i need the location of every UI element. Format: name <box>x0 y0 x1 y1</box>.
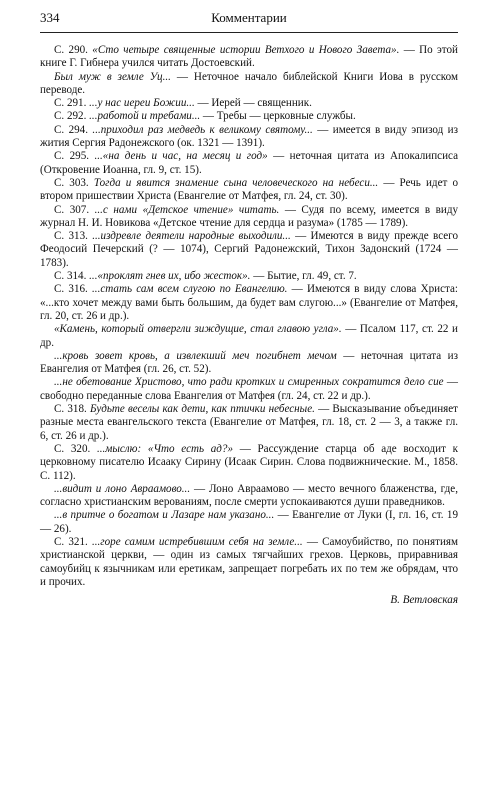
commentary-paragraph: С. 318. Будьте веселы как дети, как птички небесные. — Высказывание объединяет разные места евангельского текста (Евангелие от Матфея, гл. 18, ст. 2 — 3, а также гл. 6, ст. 26 и др.). <box>40 403 459 442</box>
commentary-text <box>40 44 458 607</box>
author-signature: В. Ветловская <box>390 594 458 607</box>
commentary-paragraph: ...в притче о богатом и Лазаре нам указано... — Евангелие от Луки (I, гл. 16, ст. 19 — 26). <box>40 509 458 535</box>
commentary-paragraph: ...не обетование Христово, что ради кротких и смиренных сократится дело сие — свободно переданные слова Евангелия от Матфея (гл. 24, ст. 22 и др.). <box>40 376 458 402</box>
commentary-paragraph: С. 320. ...мыслю: «Что есть ад?» — Рассуждение старца об аде восходит к церковному писателю Исааку Сирину (Исаак Сирин. Слова подвижнические. М., 1858. С. 112). <box>40 442 458 482</box>
commentary-paragraph: С. 307. ...с нами «Детское чтение» читать. — Судя по всему, имеется в виду журнал Н. И. Новикова «Детское чтение для сердца и разума» (1785 — 1789). <box>40 203 459 229</box>
commentary-paragraph: С. 314. ...«проклят гнев их, ибо жесток». — Бытие, гл. 49, ст. 7. <box>54 270 357 283</box>
page-number: 334 <box>40 10 60 25</box>
commentary-paragraph: С. 294. ...приходил раз медведь к великому святому... — имеется в виду эпизод из жития Сергия Радонежского (ок. 1321 — 1391). <box>40 123 458 150</box>
commentary-paragraph: С. 292. ...работой и требами... — Требы — церковные службы. <box>54 110 356 123</box>
header-rule <box>40 32 458 33</box>
commentary-paragraph: Был муж в земле Уц... — Неточное начало библейской Книги Иова в русском переводе. <box>40 70 458 96</box>
commentary-paragraph: С. 295. ...«на день и час, на месяц и год» — неточная цитата из Апокалипсиса (Откровение Иоанна, гл. 9, ст. 15). <box>40 150 458 176</box>
commentary-paragraph: С. 316. ...стать сам всем слугою по Евангелию. — Имеются в виду слова Христа: «...кто хочет между вами быть большим, да будет вам слугою...» (Евангелие от Матфея, гл. 20, ст. 26 и др.). <box>40 283 458 322</box>
commentary-paragraph: «Камень, который отвергли зиждущие, стал главою угла». — Псалом 117, ст. 22 и др. <box>40 323 458 349</box>
commentary-paragraph: С. 313. ...издревле деятели народные выходили... — Имеются в виду прежде всего Феодосий Печерский (? — 1074), Сергий Радонежский, Тихон Задонский (1724 — 1783). <box>40 230 459 269</box>
commentary-paragraph: ...кровь зовет кровь, а извлекший меч погибнет мечом — неточная цитата из Евангелия от Матфея (гл. 26, ст. 52). <box>40 349 458 376</box>
page-header <box>40 10 458 30</box>
commentary-paragraph: ...видит и лоно Авраамово... — Лоно Авраамово — место вечного блаженства, где, согласно христианским верованиям, после смерти успокаиваются души праведников. <box>40 482 459 509</box>
running-title: Комментарии <box>211 10 287 25</box>
commentary-paragraph: С. 303. Тогда и явится знамение сына человеческого на небеси... — Речь идет о втором пришествии Христа (Евангелие от Матфея, гл. 24, ст. 30). <box>40 176 459 203</box>
commentary-paragraph: С. 291. ...у нас иереи Божии... — Иерей — священник. <box>54 97 312 110</box>
commentary-paragraph: С. 321. ...горе самим истребившим себя на земле... — Самоубийство, по понятиям христианской церкви, — один из самых тягчайших грехов. Церковь, приравнивая самоубийц к язычникам или еретикам, запрещает погребать их по тем же обрядам, что и прочих. <box>40 535 459 588</box>
commentary-paragraph: С. 290. «Сто четыре священные истории Ветхого и Нового Завета». — По этой книге Г. Гибнера учился читать Достоевский. <box>40 44 458 70</box>
